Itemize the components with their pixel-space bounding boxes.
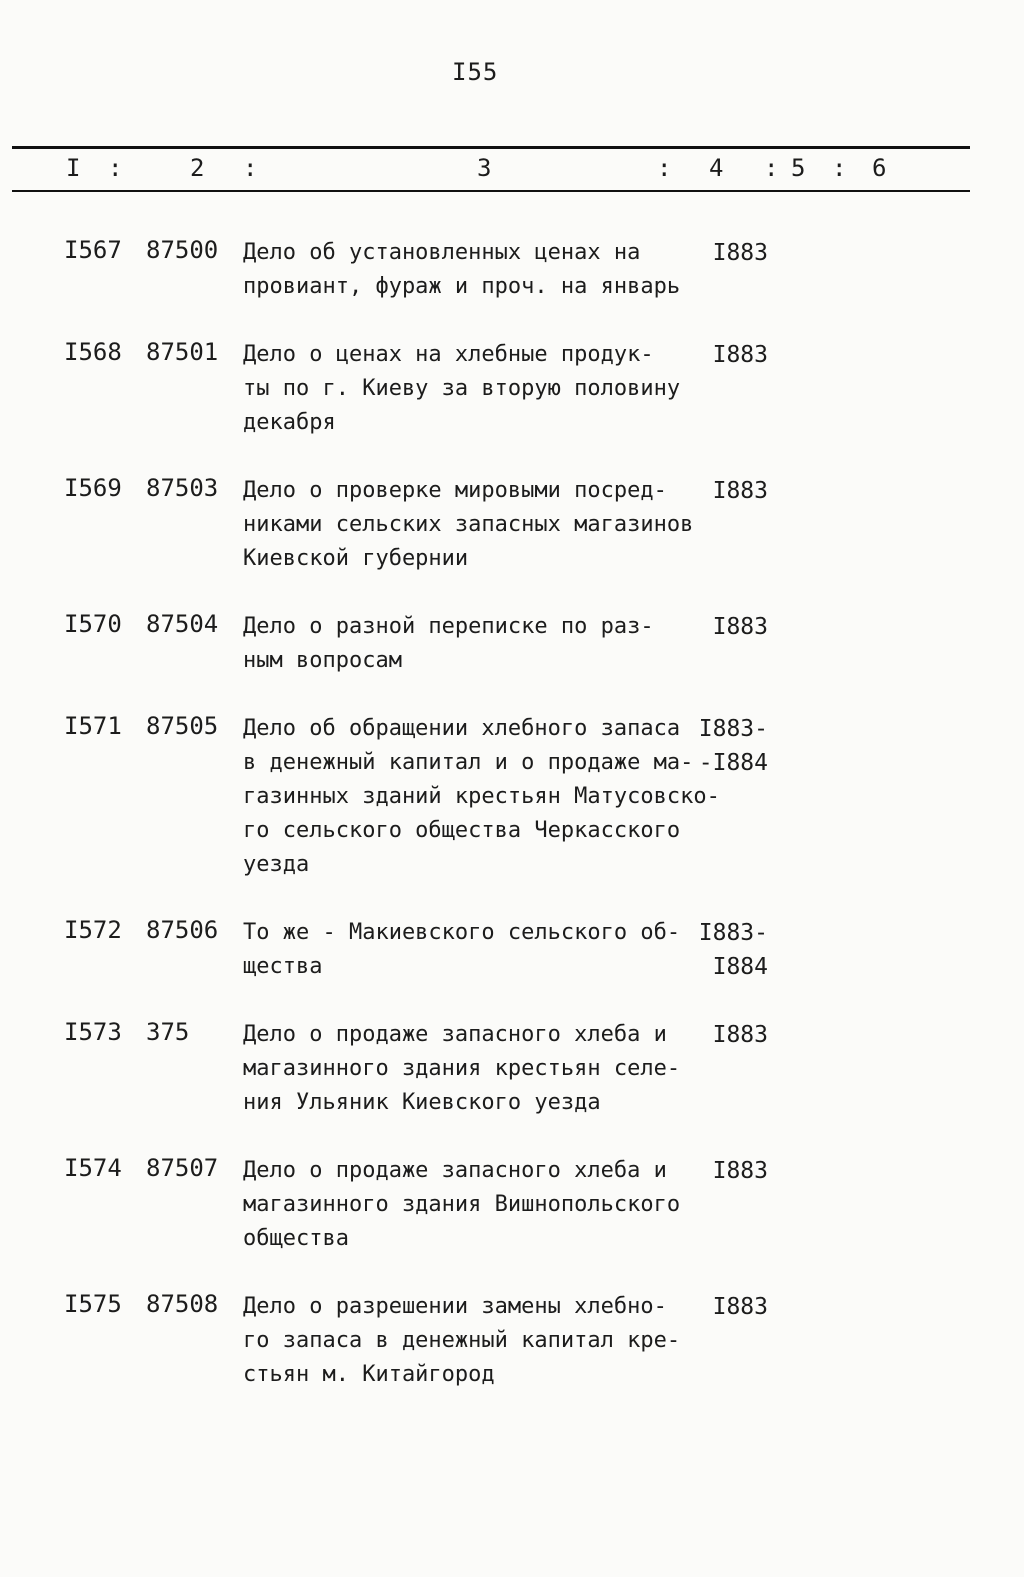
record-year: I883 bbox=[712, 240, 768, 266]
record-number: I572 bbox=[64, 916, 122, 944]
record-year: I883 bbox=[712, 1158, 768, 1184]
delo-number: 87506 bbox=[146, 916, 219, 944]
record-number: I568 bbox=[64, 338, 122, 366]
description-line: го запаса в денежный капитал кре- bbox=[243, 1328, 681, 1353]
column-header-5: 5 bbox=[791, 154, 806, 182]
description-line: никами сельских запасных магазинов bbox=[243, 512, 694, 537]
record-description bbox=[243, 474, 713, 576]
delo-number: 87507 bbox=[146, 1154, 219, 1182]
records-list bbox=[0, 236, 1024, 1426]
column-header-3: 3 bbox=[477, 154, 492, 182]
description-line: декабря bbox=[243, 410, 336, 435]
record-description bbox=[243, 1154, 713, 1256]
record-number: I574 bbox=[64, 1154, 122, 1182]
record-row bbox=[0, 474, 1024, 576]
record-description bbox=[243, 1018, 713, 1120]
description-line: газинных зданий крестьян Матусовско- bbox=[243, 784, 720, 809]
record-dates bbox=[680, 916, 768, 984]
description-line: уезда bbox=[243, 852, 310, 877]
header-bottom-rule bbox=[12, 190, 970, 192]
record-year: I883 bbox=[712, 614, 768, 640]
column-separator: : bbox=[764, 154, 779, 182]
description-line: в денежный капитал и о продаже ма- bbox=[243, 750, 694, 775]
record-number: I575 bbox=[64, 1290, 122, 1318]
record-year: I883 bbox=[712, 478, 768, 504]
description-line: щества bbox=[243, 954, 323, 979]
description-line: ния Ульяник Киевского уезда bbox=[243, 1090, 601, 1115]
description-line: стьян м. Китайгород bbox=[243, 1362, 495, 1387]
description-line: провиант, фураж и проч. на январь bbox=[243, 274, 681, 299]
record-dates bbox=[680, 1018, 768, 1052]
delo-number: 87500 bbox=[146, 236, 219, 264]
page-number: I55 bbox=[452, 58, 499, 86]
record-number: I573 bbox=[64, 1018, 122, 1046]
delo-number: 87508 bbox=[146, 1290, 219, 1318]
record-description bbox=[243, 712, 720, 882]
record-description bbox=[243, 1290, 713, 1392]
column-header-1: I bbox=[66, 154, 81, 182]
record-row bbox=[0, 712, 1024, 882]
delo-number: 87503 bbox=[146, 474, 219, 502]
description-line: То же - Макиевского сельского об- bbox=[243, 920, 681, 945]
record-number: I567 bbox=[64, 236, 122, 264]
record-number: I571 bbox=[64, 712, 122, 740]
record-year: I883 bbox=[712, 1022, 768, 1048]
record-number: I569 bbox=[64, 474, 122, 502]
description-line: Дело о разной переписке по раз- bbox=[243, 614, 654, 639]
header-top-rule bbox=[12, 146, 970, 149]
record-year: I884 bbox=[712, 954, 768, 980]
record-dates bbox=[680, 1290, 768, 1324]
description-line: Дело об обращении хлебного запаса bbox=[243, 716, 681, 741]
description-line: магазинного здания крестьян селе- bbox=[243, 1056, 681, 1081]
record-dates bbox=[680, 1154, 768, 1188]
column-separator: : bbox=[108, 154, 123, 182]
record-dates bbox=[680, 712, 768, 780]
record-description bbox=[243, 916, 713, 984]
description-line: общества bbox=[243, 1226, 349, 1251]
record-year: I883- bbox=[698, 920, 768, 946]
record-row bbox=[0, 236, 1024, 304]
delo-number: 87501 bbox=[146, 338, 219, 366]
record-dates bbox=[680, 610, 768, 644]
delo-number: 375 bbox=[146, 1018, 190, 1046]
record-dates bbox=[680, 474, 768, 508]
delo-number: 87505 bbox=[146, 712, 219, 740]
record-year: I883 bbox=[712, 342, 768, 368]
column-separator: : bbox=[657, 154, 672, 182]
record-description bbox=[243, 338, 713, 440]
record-dates bbox=[680, 236, 768, 270]
column-separator: : bbox=[832, 154, 847, 182]
column-separator: : bbox=[243, 154, 258, 182]
description-line: Киевской губернии bbox=[243, 546, 469, 571]
description-line: Дело о продаже запасного хлеба и bbox=[243, 1022, 667, 1047]
description-line: Дело о продаже запасного хлеба и bbox=[243, 1158, 667, 1183]
record-year: -I884 bbox=[698, 750, 768, 776]
description-line: магазинного здания Вишнопольского bbox=[243, 1192, 681, 1217]
record-description bbox=[243, 610, 713, 678]
column-header-4: 4 bbox=[709, 154, 724, 182]
record-dates bbox=[680, 338, 768, 372]
record-row bbox=[0, 1018, 1024, 1120]
description-line: Дело о ценах на хлебные продук- bbox=[243, 342, 654, 367]
record-number: I570 bbox=[64, 610, 122, 638]
description-line: Дело о разрешении замены хлебно- bbox=[243, 1294, 667, 1319]
column-header-6: 6 bbox=[872, 154, 887, 182]
record-row bbox=[0, 338, 1024, 440]
description-line: ным вопросам bbox=[243, 648, 402, 673]
record-year: I883 bbox=[712, 1294, 768, 1320]
record-year: I883- bbox=[698, 716, 768, 742]
record-description bbox=[243, 236, 713, 304]
record-row bbox=[0, 916, 1024, 984]
column-header-2: 2 bbox=[190, 154, 205, 182]
description-line: ты по г. Киеву за вторую половину bbox=[243, 376, 681, 401]
description-line: Дело о проверке мировыми посред- bbox=[243, 478, 667, 503]
delo-number: 87504 bbox=[146, 610, 219, 638]
description-line: го сельского общества Черкасского bbox=[243, 818, 681, 843]
record-row bbox=[0, 1290, 1024, 1392]
description-line: Дело об установленных ценах на bbox=[243, 240, 641, 265]
record-row bbox=[0, 1154, 1024, 1256]
record-row bbox=[0, 610, 1024, 678]
